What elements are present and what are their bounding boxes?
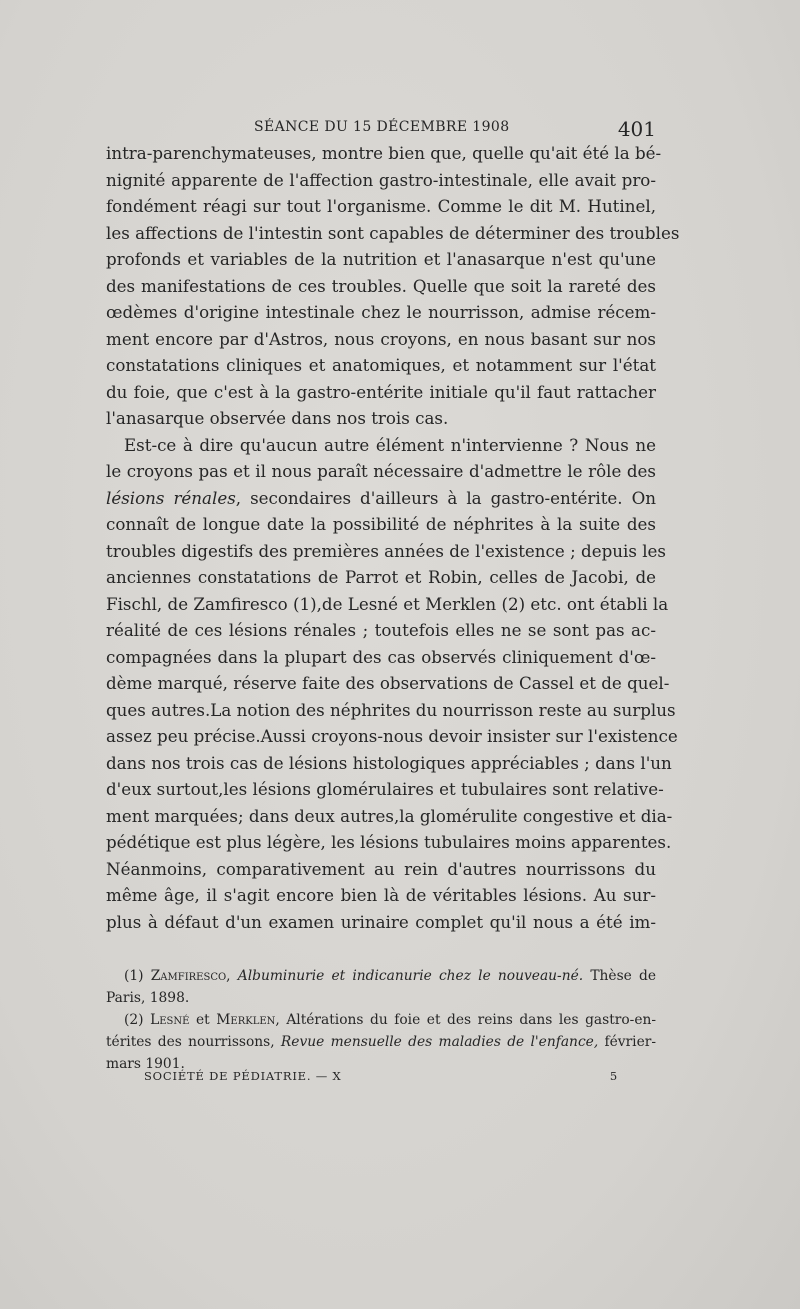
text-line: même âge, il s'agit encore bien là de véritables lésions. Au sur- — [106, 885, 656, 905]
text-line: Fischl, de Zamfiresco (1),de Lesné et Merklen (2) etc. ont établi la — [106, 593, 669, 614]
body-text — [106, 140, 680, 935]
footnote-number: (1) — [124, 968, 144, 984]
footnote-author: Lesné — [150, 1012, 190, 1028]
text-line: d'eux surtout,les lésions glomérulaires et tubulaires sont relative- — [106, 779, 664, 799]
text-line: du foie, que c'est à la gastro-entérite initiale qu'il faut rattacher — [106, 381, 656, 402]
text-line: fondément réagi sur tout l'organisme. Comme le dit M. Hutinel, — [106, 196, 656, 216]
footnote-2 — [106, 1009, 656, 1031]
text-line: profonds et variables de la nutrition et l'anasarque n'est qu'une — [106, 249, 656, 269]
signature-title: SOCIÉTÉ DE PÉDIATRIE. — X — [144, 1069, 342, 1083]
text-line: les affections de l'intestin sont capables de déterminer des troubles — [106, 222, 680, 243]
footnotes — [106, 965, 656, 1075]
footnote-journal: Revue mensuelle des maladies de l'enfance, — [280, 1034, 599, 1050]
footnote-author: Zamfiresco, — [150, 968, 231, 984]
text-line: connaît de longue date la possibilité de néphrites à la suite des — [106, 514, 656, 534]
footnote-text: térites des nourrissons, — [106, 1034, 275, 1050]
footnote-title: Albuminurie et indicanurie chez le nouveau-né. — [237, 968, 584, 984]
footnote-2-cont: mars 1901. — [106, 1056, 185, 1072]
text-line: ques autres.La notion des néphrites du nourrisson reste au surplus — [106, 699, 676, 720]
text-line — [106, 485, 656, 512]
footnote-author: Merklen, — [216, 1012, 280, 1028]
text-line: dème marqué, réserve faite des observations de Cassel et de quel- — [106, 673, 670, 693]
text-line: ment encore par d'Astros, nous croyons, en nous basant sur nos — [106, 328, 656, 349]
text-line: intra-parenchymateuses, montre bien que, quelle qu'ait été la bé- — [106, 143, 662, 163]
text-line: compagnées dans la plupart des cas observés cliniquement d'œ- — [106, 646, 656, 667]
footnote-text: Altérations du foie et des reins dans les gastro-en- — [286, 1012, 657, 1028]
footnote-text: Thèse de — [590, 968, 656, 984]
text-line: plus à défaut d'un examen urinaire complet qu'il nous a été im- — [106, 911, 656, 932]
text-line: nignité apparente de l'affection gastro-intestinale, elle avait pro- — [106, 169, 656, 190]
page-number: 401 — [617, 117, 656, 141]
italic-phrase: lésions rénales — [106, 487, 236, 508]
text-line: Est-ce à dire qu'aucun autre élément n'intervienne ? Nous ne — [124, 434, 656, 455]
text-line: Néanmoins, comparativement au rein d'autres nourrissons du — [106, 858, 656, 879]
footnote-text: février- — [604, 1034, 656, 1050]
text-fragment: , secondaires d'ailleurs à la gastro-entérite. On — [235, 487, 657, 508]
text-line: l'anasarque observée dans nos trois cas. — [106, 408, 449, 428]
running-head: SÉANCE DU 15 DÉCEMBRE 1908 — [254, 119, 510, 135]
text-line: œdèmes d'origine intestinale chez le nourrisson, admise récem- — [106, 302, 656, 322]
footnote-1-cont: Paris, 1898. — [106, 990, 190, 1006]
text-line: dans nos trois cas de lésions histologiques appréciables ; dans l'un — [106, 752, 672, 773]
text-line: le croyons pas et il nous paraît nécessaire d'admettre le rôle des — [106, 461, 656, 481]
footnote-1 — [106, 965, 656, 987]
text-line: pédétique est plus légère, les lésions tubulaires moins apparentes. — [106, 832, 672, 852]
text-line: anciennes constatations de Parrot et Robin, celles de Jacobi, de — [106, 567, 656, 587]
text-line: constatations cliniques et anatomiques, et notamment sur l'état — [106, 355, 656, 375]
text-line: assez peu précise.Aussi croyons-nous devoir insister sur l'existence — [106, 726, 678, 746]
footnote-text: et — [196, 1012, 210, 1028]
footnote-number: (2) — [124, 1012, 144, 1028]
text-line: troubles digestifs des premières années de l'existence ; depuis les — [106, 540, 666, 561]
text-line: des manifestations de ces troubles. Quelle que soit la rareté des — [106, 275, 656, 296]
text-line: ment marquées; dans deux autres,la glomérulite congestive et dia- — [106, 805, 673, 826]
text-line: réalité de ces lésions rénales ; toutefois elles ne se sont pas ac- — [106, 620, 656, 640]
footnote-2-cont — [106, 1031, 656, 1053]
page-header — [254, 117, 656, 139]
signature-number: 5 — [609, 1069, 618, 1083]
